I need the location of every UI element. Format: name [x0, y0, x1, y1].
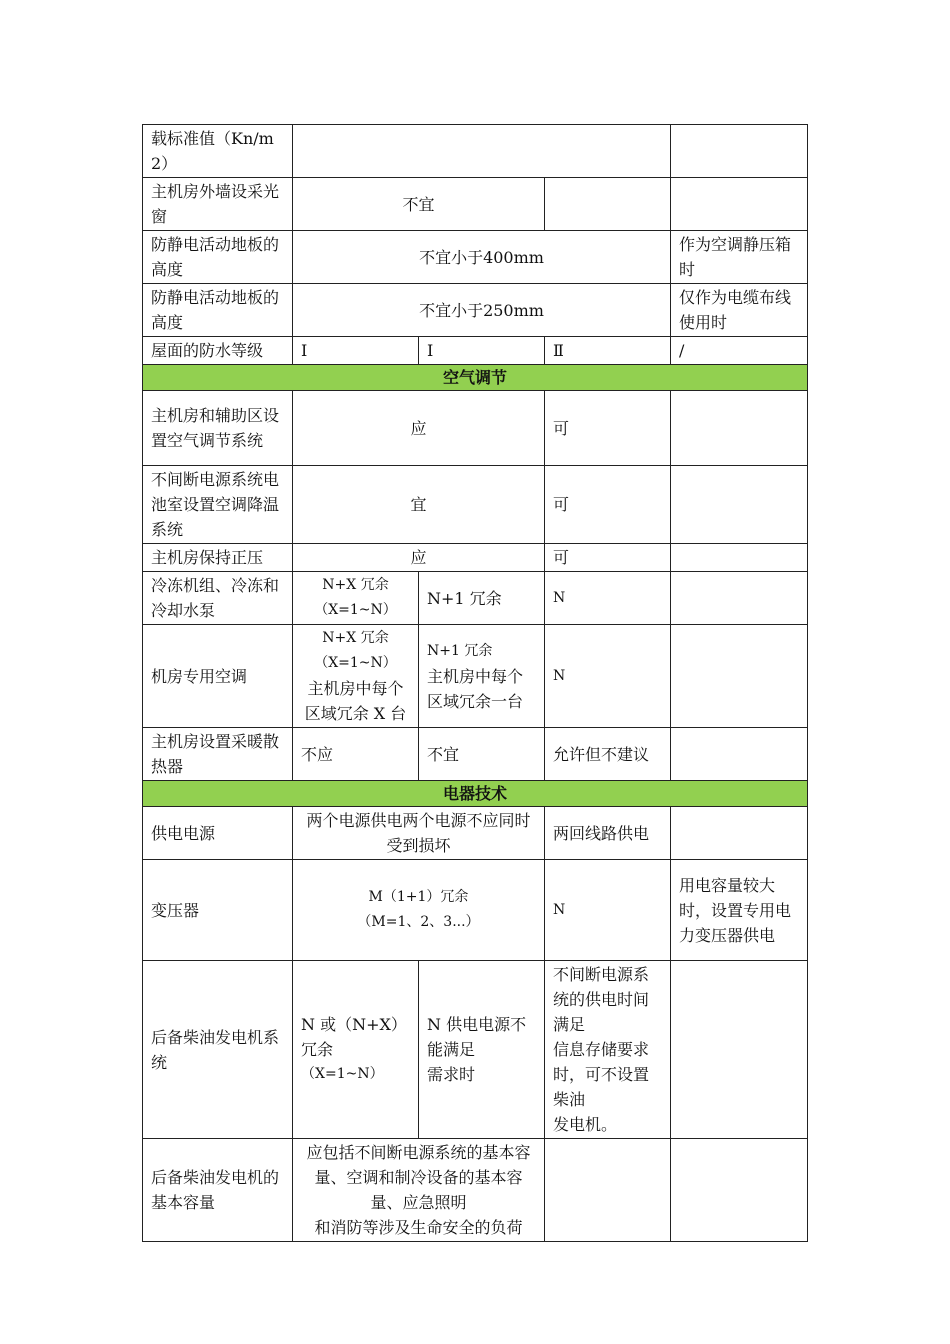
line: N+1 冗余 [427, 642, 493, 659]
spec-table [142, 124, 808, 1242]
cell-value-a [293, 572, 419, 625]
cell-note-empty [671, 572, 808, 625]
line: 需求时 [427, 1065, 476, 1084]
table-row [143, 337, 808, 365]
cell-value-c: 两回线路供电 [545, 807, 671, 860]
cell-value-a: Ⅰ [293, 337, 419, 365]
cell-value-ab: 不宜 [293, 178, 545, 231]
row-label: 屋面的防水等级 [143, 337, 293, 365]
line: 信息存储要求时，可不设置柴油 [553, 1040, 650, 1109]
line: N+X 冗余 [322, 577, 389, 593]
line: N+X 冗余 [322, 630, 389, 646]
cell-empty [545, 178, 671, 231]
cell-value-c: 可 [545, 391, 671, 466]
section-header-air [143, 365, 808, 391]
section-header-electric [143, 781, 808, 807]
cell-value-ab: 两个电源供电两个电源不应同时受到损坏 [293, 807, 545, 860]
line: N 供电电源不能满足 [427, 1015, 527, 1059]
cell-empty [293, 125, 671, 178]
row-label: 主机房保持正压 [143, 544, 293, 572]
table-row [143, 544, 808, 572]
cell-value-a [293, 961, 419, 1139]
row-label: 主机房和辅助区设置空气调节系统 [143, 391, 293, 466]
cell-note-empty [671, 391, 808, 466]
cell-value-abc: 不宜小于250mm [293, 284, 671, 337]
row-label: 冷冻机组、冷冻和冷却水泵 [143, 572, 293, 625]
line: 和消防等涉及生命安全的负荷 [314, 1218, 523, 1237]
cell-note: 用电容量较大时，设置专用电力变压器供电 [671, 860, 808, 961]
cell-value-c: 可 [545, 466, 671, 544]
row-label: 后备柴油发电机系统 [143, 961, 293, 1139]
row-label: 后备柴油发电机的基本容量 [143, 1139, 293, 1242]
line: 发电机。 [553, 1115, 618, 1134]
table-row [143, 860, 808, 961]
cell-value-c: N [545, 572, 671, 625]
cell-value-c: N [545, 860, 671, 961]
line: （M=1、2、3...） [357, 914, 480, 930]
cell-value-c: Ⅱ [545, 337, 671, 365]
cell-value-ab: 应 [293, 544, 545, 572]
row-label: 防静电活动地板的高度 [143, 284, 293, 337]
cell-value-c: N [545, 625, 671, 728]
row-label: 不间断电源系统电池室设置空调降温系统 [143, 466, 293, 544]
row-label: 主机房设置采暖散热器 [143, 728, 293, 781]
section-title: 电器技术 [143, 781, 808, 807]
cell-note-empty [671, 961, 808, 1139]
row-label: 主机房外墙设采光窗 [143, 178, 293, 231]
row-label: 机房专用空调 [143, 625, 293, 728]
cell-value-a: 不应 [293, 728, 419, 781]
table-row [143, 284, 808, 337]
cell-note-empty [671, 125, 808, 178]
line: 冗余 [301, 1040, 334, 1059]
cell-value-ab: 应 [293, 391, 545, 466]
row-label: 变压器 [143, 860, 293, 961]
table-row [143, 178, 808, 231]
cell-note-empty [671, 728, 808, 781]
line: M（1+1）冗余 [368, 889, 469, 905]
table-row [143, 125, 808, 178]
line: （X=1~N） [314, 602, 397, 618]
table-row [143, 572, 808, 625]
cell-value-ab: 宜 [293, 466, 545, 544]
cell-note-empty [671, 625, 808, 728]
table-row [143, 391, 808, 466]
cell-note: 仅作为电缆布线使用时 [671, 284, 808, 337]
cell-value-ab [293, 1139, 545, 1242]
line: N 或（N+X） [301, 1015, 407, 1034]
cell-value-b: 不宜 [419, 728, 545, 781]
table-row [143, 625, 808, 728]
line: （X=1~N） [314, 655, 397, 671]
cell-value-ab [293, 860, 545, 961]
cell-note-empty [671, 1139, 808, 1242]
cell-note: 作为空调静压箱时 [671, 231, 808, 284]
line: 主机房中每个区域冗余 X 台 [304, 679, 407, 723]
table-row [143, 466, 808, 544]
row-label: 载标准值（Kn/m2） [143, 125, 293, 178]
row-label: 防静电活动地板的高度 [143, 231, 293, 284]
cell-value-b: N+1 冗余 [419, 572, 545, 625]
line: （X=1~N） [301, 1066, 384, 1082]
table-row [143, 728, 808, 781]
table-row [143, 807, 808, 860]
table-row [143, 961, 808, 1139]
line: 应包括不间断电源系统的基本容量、空调和制冷设备的基本容量、应急照明 [306, 1143, 531, 1212]
cell-value-b: Ⅰ [419, 337, 545, 365]
line: 不间断电源系统的供电时间满足 [553, 965, 650, 1034]
section-title: 空气调节 [143, 365, 808, 391]
line: 主机房中每个区域冗余一台 [427, 666, 524, 711]
cell-value-c: 可 [545, 544, 671, 572]
cell-value-abc: 不宜小于400mm [293, 231, 671, 284]
cell-note-empty [671, 466, 808, 544]
cell-value-c: 允许但不建议 [545, 728, 671, 781]
cell-empty [545, 1139, 671, 1242]
table-row [143, 1139, 808, 1242]
cell-value-b [419, 961, 545, 1139]
cell-value-a [293, 625, 419, 728]
table-row [143, 231, 808, 284]
cell-note-empty [671, 807, 808, 860]
cell-note-empty [671, 178, 808, 231]
cell-note-empty [671, 544, 808, 572]
cell-note: / [671, 337, 808, 365]
cell-value-c [545, 961, 671, 1139]
row-label: 供电电源 [143, 807, 293, 860]
cell-value-b [419, 625, 545, 728]
